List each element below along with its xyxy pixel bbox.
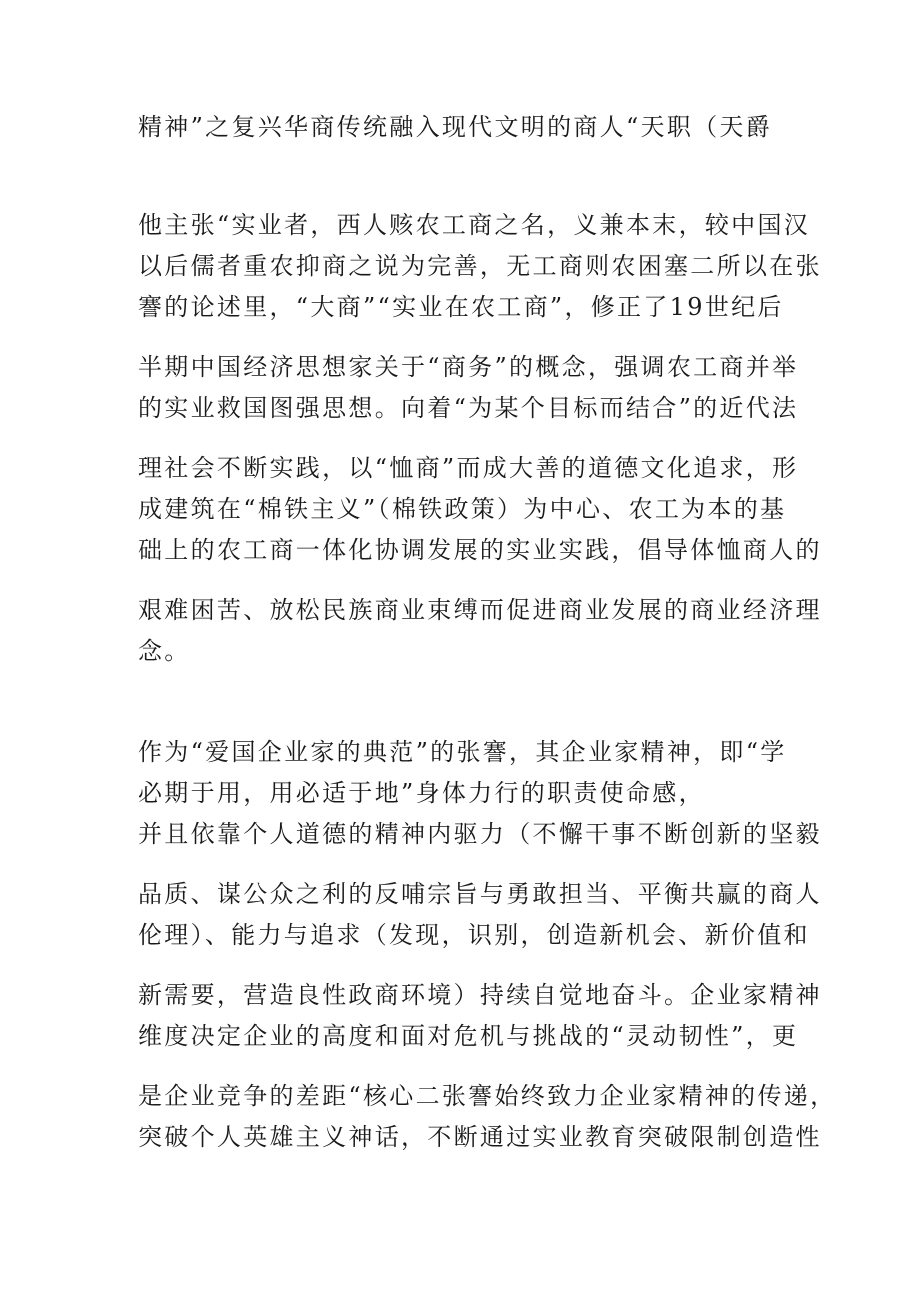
- paragraph-1-line: 半期中国经济思想家关于“商务”的概念，强调农工商并举: [138, 353, 799, 381]
- paragraph-2-line: 作为“爱国企业家的典范”的张謇，其企业家精神，即“学: [138, 738, 787, 766]
- paragraph-1-line: 以后儒者重农抑商之说为完善，无工商则农困塞二所以在张: [138, 252, 822, 280]
- paragraph-1-line: 念。: [138, 637, 191, 665]
- paragraph-2-line: 必期于用，用必适于地”身体力行的职责使命感，: [138, 779, 705, 807]
- paragraph-2-line: 品质、谋公众之利的反哺宗旨与勇敢担当、平衡共赢的商人: [138, 880, 822, 908]
- heading-line: 精神”之复兴华商传统融入现代文明的商人“天职（天爵: [138, 113, 773, 141]
- paragraph-2-line: 伦理）、能力与追求（发现，识别，创造新机会、新价值和: [138, 921, 810, 949]
- paragraph-2-line: 突破个人英雄主义神话，不断通过实业教育突破限制创造性: [138, 1123, 822, 1151]
- paragraph-1-line: 成建筑在“棉铁主义”（棉铁政策）为中心、农工为本的基: [138, 495, 787, 523]
- paragraph-2-line: 维度决定企业的高度和面对危机与挑战的“灵动韧性”，更: [138, 1022, 799, 1050]
- paragraph-1-line: 謇的论述里，“大商”“实业在农工商”，修正了19世纪后: [138, 293, 784, 321]
- paragraph-1-line: 的实业救国图强思想。向着“为某个目标而结合”的近代法: [138, 394, 799, 422]
- paragraph-1-line: 他主张“实业者，西人赅农工商之名，义兼本末，较中国汉: [138, 211, 811, 239]
- paragraph-2-line: 新需要，营造良性政商环境）持续自觉地奋斗。企业家精神: [138, 981, 822, 1009]
- paragraph-1-line: 理社会不断实践，以“恤商”而成大善的道德文化追求，形: [138, 454, 799, 482]
- paragraph-1-line: 艰难困苦、放松民族商业束缚而促进商业发展的商业经济理: [138, 596, 822, 624]
- paragraph-2-line: 并且依靠个人道德的精神内驱力（不懈干事不断创新的坚毅: [138, 820, 822, 848]
- paragraph-1-line: 础上的农工商一体化协调发展的实业实践，倡导体恤商人的: [138, 536, 822, 564]
- paragraph-2-line: 是企业竞争的差距“核心二张謇始终致力企业家精神的传递，: [138, 1082, 837, 1110]
